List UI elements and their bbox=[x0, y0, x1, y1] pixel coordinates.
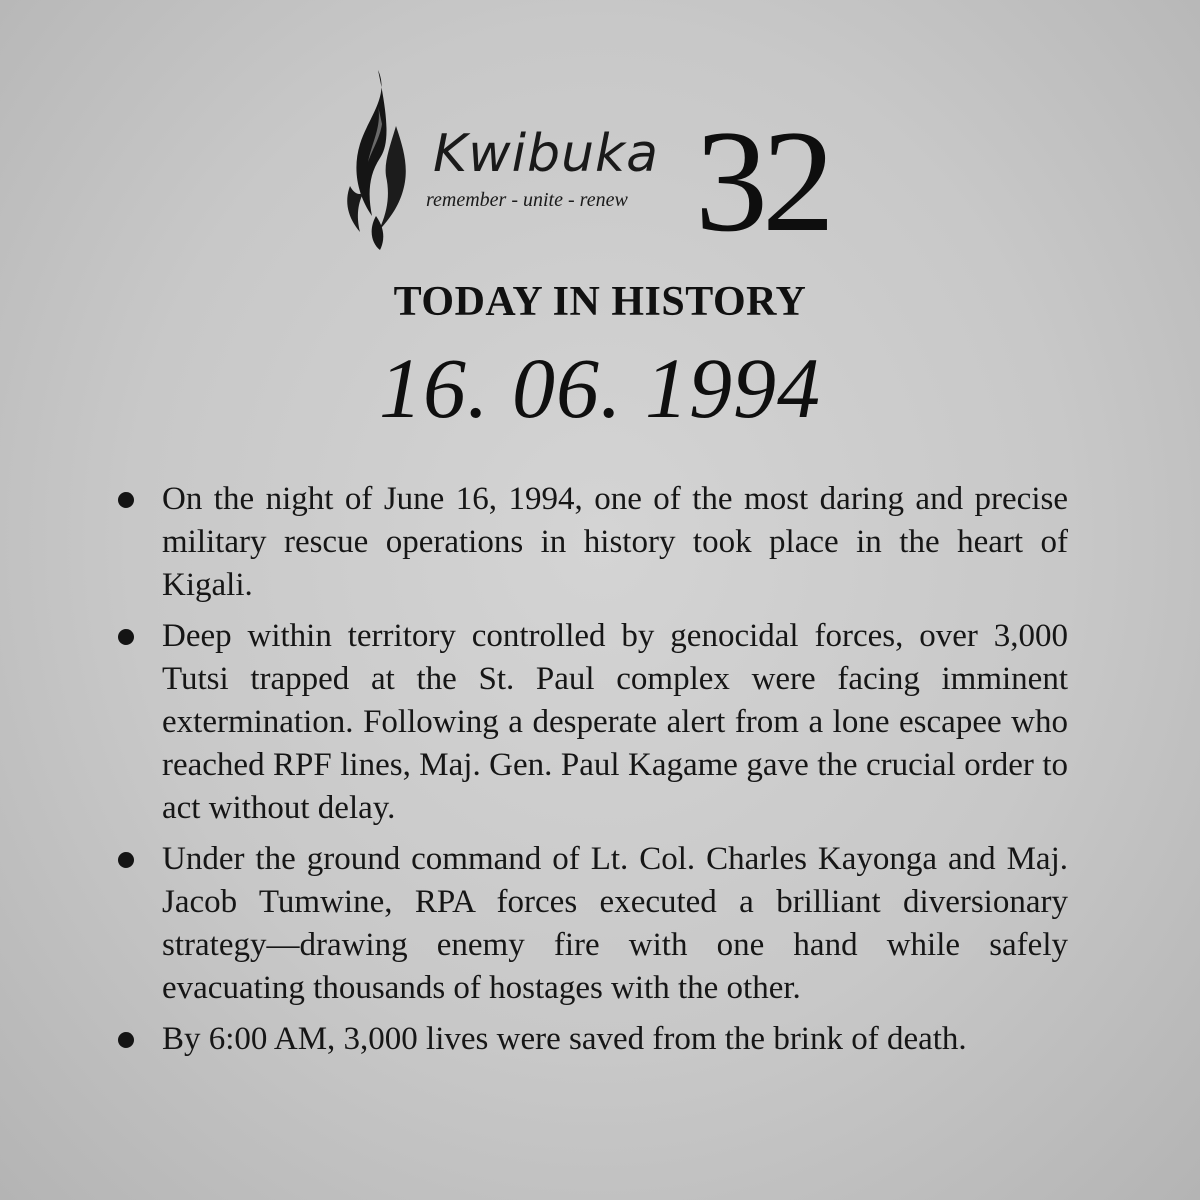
bullet-dot-icon bbox=[118, 852, 134, 868]
page-title: TODAY IN HISTORY bbox=[393, 279, 807, 325]
bullet-text: Deep within territory controlled by genocidal forces, over 3,000 Tutsi trapped at the St. Paul complex were facing imminent extermination. Following a desperate alert from a lone escapee who reached RPF lines, Maj. Gen. Paul Kagame gave the crucial order to act without delay. bbox=[162, 618, 1068, 826]
kwibuka-logo bbox=[338, 66, 868, 262]
list-item bbox=[118, 478, 1068, 607]
history-date: 16. 06. 1994 bbox=[379, 340, 821, 436]
bullet-dot-icon bbox=[118, 492, 134, 508]
bullet-text: On the night of June 16, 1994, one of the most daring and precise military rescue operations in history took place in the heart of Kigali. bbox=[162, 481, 1068, 603]
bullet-dot-icon bbox=[118, 1032, 134, 1048]
logo-number: 32 bbox=[695, 100, 829, 262]
logo-wordmark: Kwibuka bbox=[433, 124, 660, 184]
bullet-dot-icon bbox=[118, 629, 134, 645]
logo-tagline: remember - unite - renew bbox=[426, 189, 628, 211]
list-item bbox=[118, 838, 1068, 1010]
flame-icon bbox=[338, 66, 418, 252]
bullet-text: By 6:00 AM, 3,000 lives were saved from the brink of death. bbox=[162, 1021, 967, 1057]
bullet-text: Under the ground command of Lt. Col. Charles Kayonga and Maj. Jacob Tumwine, RPA forces executed a brilliant diversionary strategy—drawing enemy fire with one hand while safely evacuating thousands of hostages with the other. bbox=[162, 841, 1068, 1006]
list-item bbox=[118, 615, 1068, 830]
list-item bbox=[118, 1018, 1068, 1061]
bullet-list bbox=[118, 478, 1068, 1069]
